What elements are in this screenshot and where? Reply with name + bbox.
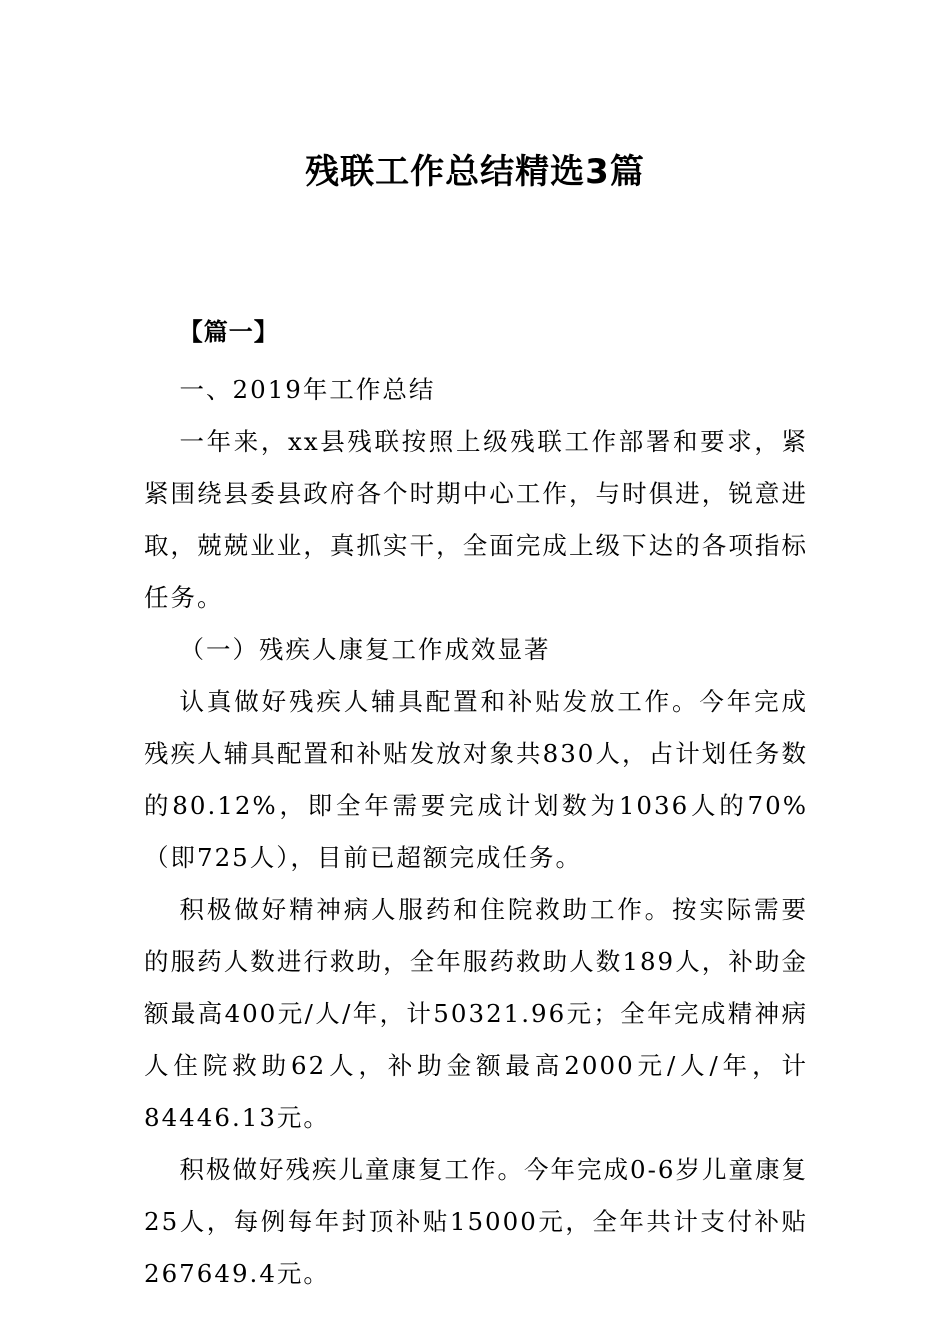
heading-year-summary: 一、2019年工作总结 [179,375,436,404]
subheading-rehabilitation: （一）残疾人康复工作成效显著 [179,635,551,664]
paragraph-assistive-devices: 认真做好残疾人辅具配置和补贴发放工作。今年完成残疾人辅具配置和补贴发放对象共830人，占计划任务数的80.12%，即全年需要完成计划数为1036人的70%（即725人），目前已超额完成任务。 [144,687,808,872]
document-title: 残联工作总结精选3篇 [305,152,645,192]
paragraph-mental-illness-aid: 积极做好精神病人服药和住院救助工作。按实际需要的服药人数进行救助，全年服药救助人数189人，补助金额最高400元/人/年，计50321.96元；全年完成精神病人住院救助62人，补助金额最高2000元/人/年，计84446.13元。 [144,895,808,1132]
paragraph-child-rehabilitation: 积极做好残疾儿童康复工作。今年完成0-6岁儿童康复25人，每例每年封顶补贴15000元，全年共计支付补贴267649.4元。 [144,1155,808,1288]
document-body [144,306,808,1300]
section-tag: 【篇一】 [178,318,279,346]
intro-paragraph: 一年来，xx县残联按照上级残联工作部署和要求，紧紧围绕县委县政府各个时期中心工作，与时俱进，锐意进取，兢兢业业，真抓实干，全面完成上级下达的各项指标任务。 [144,427,808,612]
